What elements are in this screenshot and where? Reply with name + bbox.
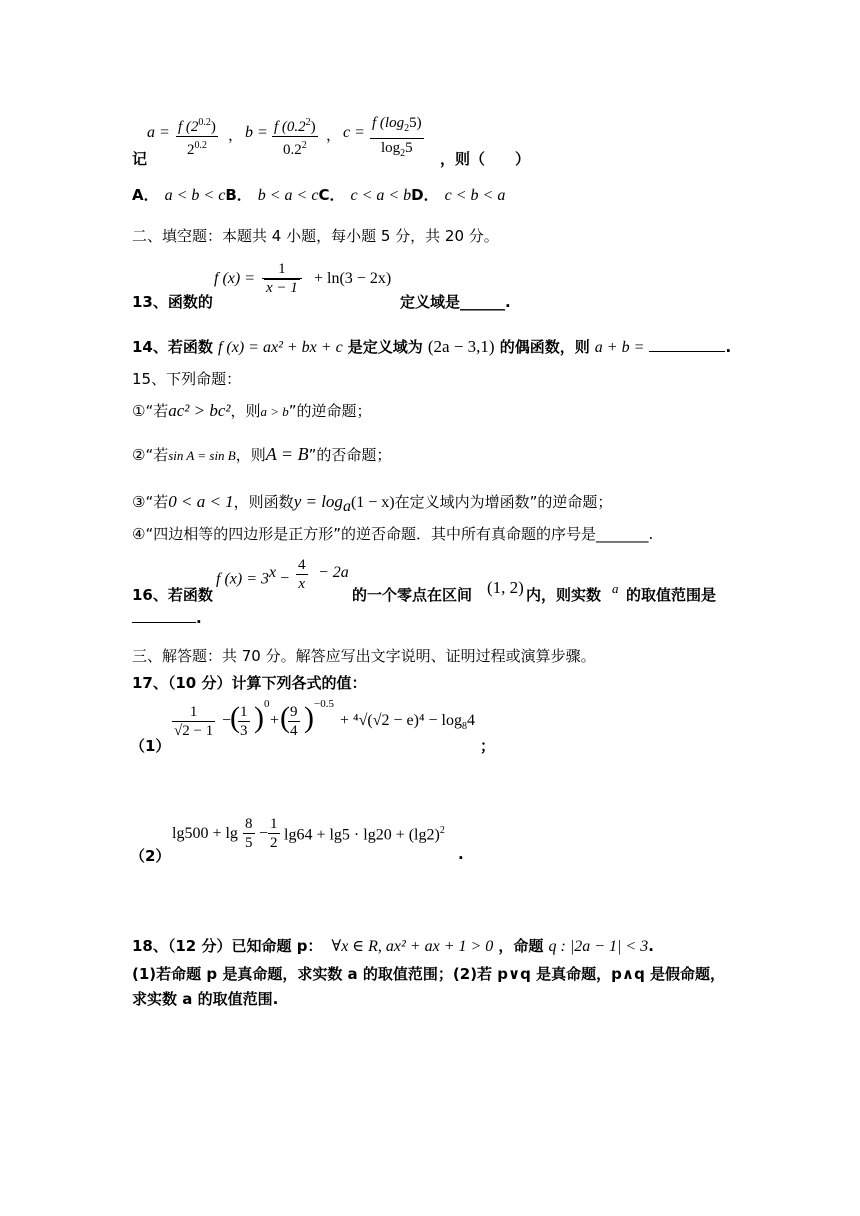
q12-c-frac: f $(\log_25)$ $\log_25$: [372, 115, 422, 159]
q13-frac: 1 x − 1: [262, 260, 302, 297]
section-heading-fill-in: 二、填空题：本题共 4 小题，每小题 5 分，共 20 分。: [132, 227, 499, 245]
q12-ze: ，则（ ）: [440, 150, 531, 168]
q12-a-eq: a =: [147, 124, 170, 141]
q12-c-eq: c =: [343, 124, 365, 141]
q15-item-2: ②“若sin A = sin B，则A = B”的否命题；: [132, 444, 392, 464]
q12-a-frac: f $(2^{0.2})$ $2^{0.2}$: [178, 117, 216, 158]
section-heading-answers: 三、解答题：共 70 分。解答应写出文字说明、证明过程或演算步骤。: [132, 647, 596, 665]
q15-item-4: ④“四边相等的四边形是正方形”的逆否命题．其中所有真命题的序号是_______.: [132, 525, 654, 543]
q17-p1-frac: 1 √2 − 1: [174, 704, 214, 739]
q16-frac: 4 x: [298, 557, 306, 592]
q12-choices: A． a < b < cB． b < a < cC． c < a < bD． c < b < a: [132, 186, 506, 204]
q15-item-1: ①“若ac² > bc²，则a > b”的逆命题；: [132, 401, 372, 420]
q14: 14、若函数 f (x) = ax² + bx + c 是定义域为 (2a − 3,1) 的偶函数，则 a + b = .: [132, 337, 732, 356]
q15-item-3: ③“若0 < a < 1，则函数$y = \log_a(1 - x)$在定义域内为增函数”的逆命题；: [132, 492, 613, 516]
q12-b-frac: f $(0.2^2)$ $0.2^2$: [274, 117, 316, 158]
q12-b-eq: b =: [245, 124, 268, 141]
q12-ji: 记: [132, 150, 148, 168]
